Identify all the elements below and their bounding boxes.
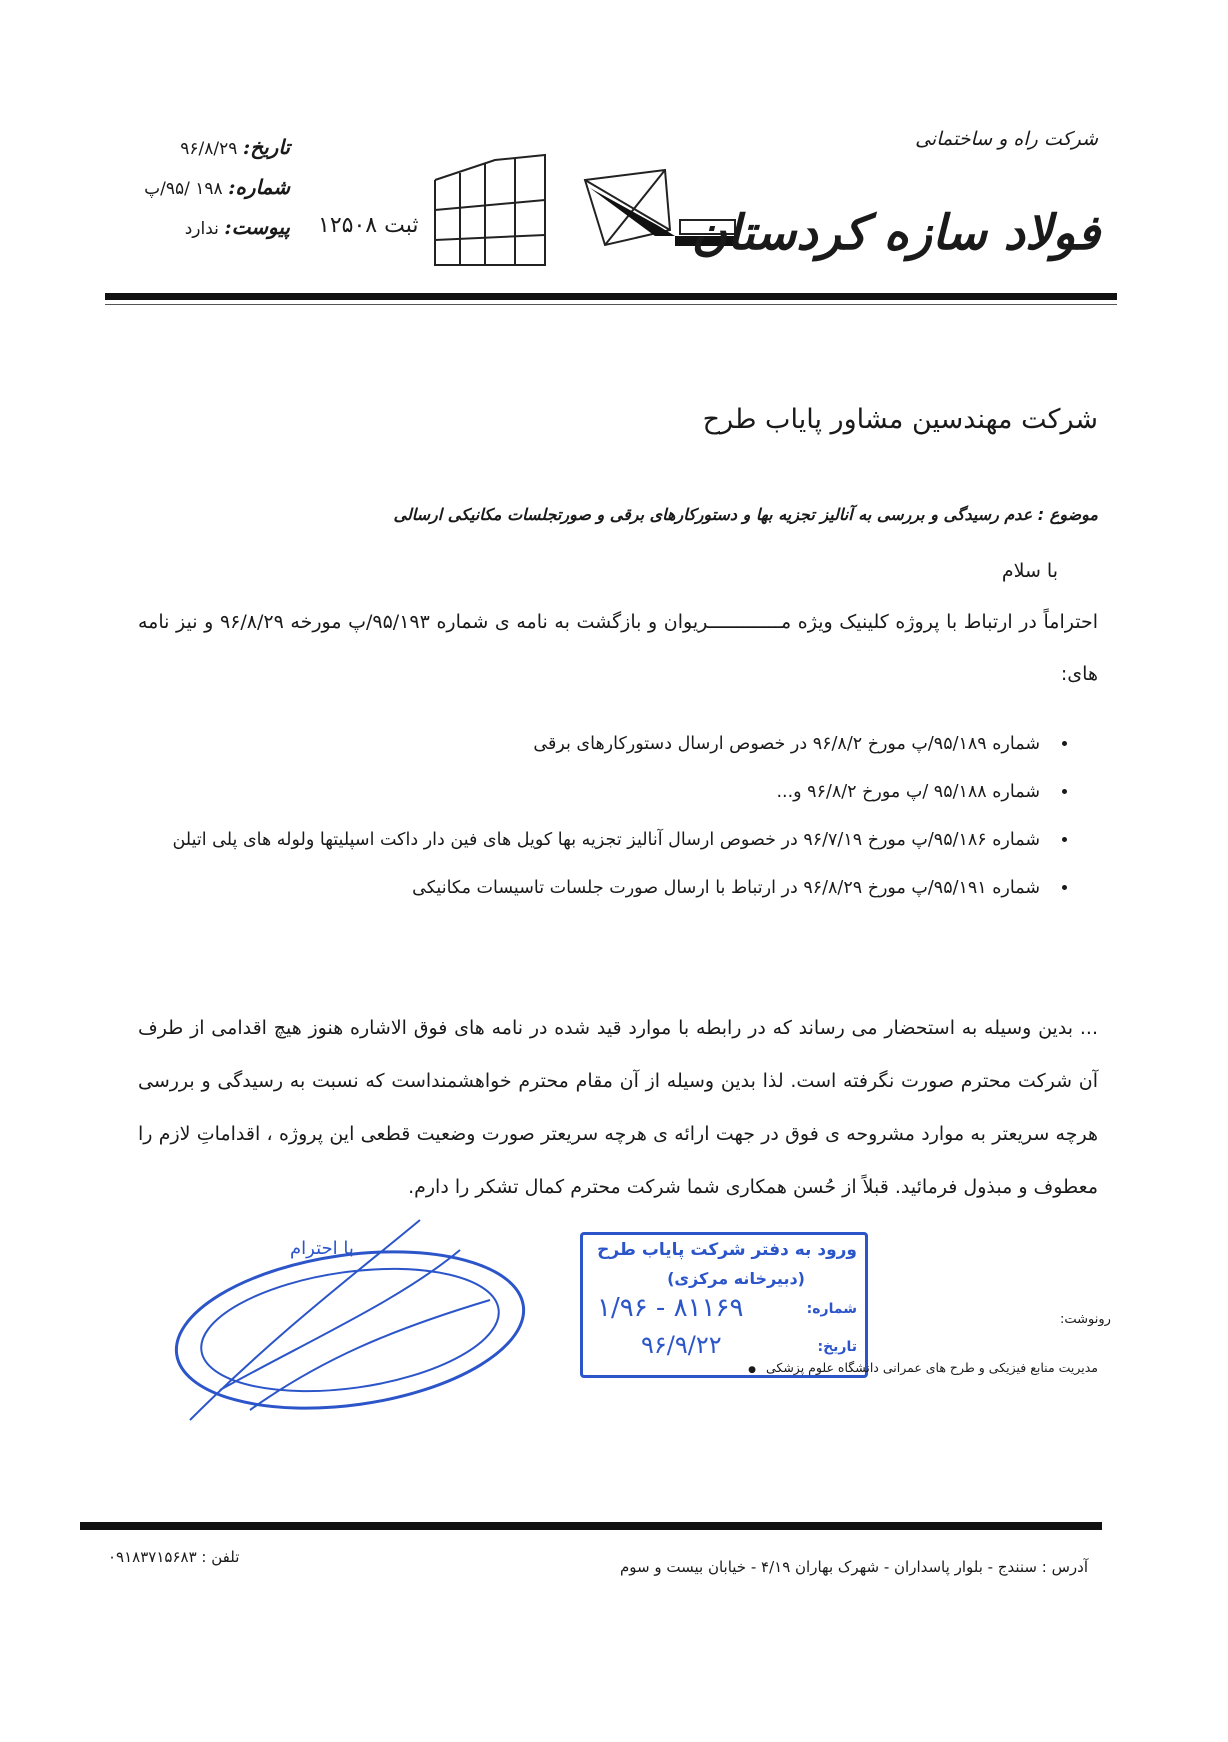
registration-number: ثبت ۱۲۵۰۸ xyxy=(318,213,419,238)
stamp-subtitle: (دبیرخانه مرکزی) xyxy=(667,1269,805,1288)
stamp-date-label: تاریخ: xyxy=(817,1339,857,1355)
header-divider xyxy=(105,293,1117,300)
referenced-letters-list xyxy=(110,720,1078,912)
greeting: با سلام xyxy=(1001,560,1058,582)
stamp-number-value: ۸۱۱۶۹ - ۱/۹۶ xyxy=(597,1293,744,1323)
recipient: شرکت مهندسین مشاور پایاب طرح xyxy=(702,404,1098,435)
intro-paragraph: احتراماً در ارتباط با پروژه کلینیک ویژه مـــــــــــــریوان و بازگشت به نامه ی شماره ۹۵/۱۹۳/پ مورخه ۹۶/۸/۲۹ و نیز نامه های: xyxy=(138,611,1098,685)
letter-meta xyxy=(120,128,290,248)
number-row: شماره: ۱۹۸ /۹۵/پ xyxy=(144,175,290,199)
list-item: • شماره ۹۵/۱۹۱/پ مورخ ۹۶/۸/۲۹ در ارتباط با ارسال صورت جلسات تاسیسات مکانیکی xyxy=(110,864,1050,912)
company-name: فولاد سازه کردستان xyxy=(691,205,1100,261)
company-subtitle: شرکت راه و ساختمانی xyxy=(915,128,1098,150)
date-value: ۹۶/۸/۲۹ xyxy=(180,139,238,159)
receipt-stamp xyxy=(580,1232,868,1378)
stamp-date-value: ۹۶/۹/۲۲ xyxy=(641,1331,722,1359)
closing: با احترام xyxy=(290,1238,354,1259)
address: آدرس : سنندج - بلوار پاسداران - شهرک بهاران ۴/۱۹ - خیابان بیست و سوم xyxy=(619,1558,1088,1576)
stamp-number-label: شماره: xyxy=(806,1301,857,1317)
header-divider-thin xyxy=(105,304,1117,305)
cc-recipient: مدیریت منابع فیزیکی و طرح های عمرانی دانشگاه علوم پزشکی ● xyxy=(748,1360,1098,1375)
attachment-row: پیوست: ندارد xyxy=(184,215,290,239)
cc-label: رونوشت: xyxy=(1060,1312,1111,1327)
stamp-title: ورود به دفتر شرکت پایاب طرح xyxy=(597,1240,857,1260)
phone-label: تلفن : xyxy=(201,1548,240,1566)
list-item: • شماره ۹۵/۱۸۹/پ مورخ ۹۶/۸/۲ در خصوص ارسال دستورکارهای برقی xyxy=(110,720,1050,768)
date-row: تاریخ: ۹۶/۸/۲۹ xyxy=(180,135,290,159)
body-paragraph: ... بدین وسیله به استحضار می رساند که در رابطه با موارد قید شده در نامه های فوق الاشاره هنوز هیچ اقدامی از طرف آن شرکت محترم صورت نگرفته است. لذا بدین وسیله از آن مقام محترم خواهشمنداست که نسبت به رسیدگی و بررسی هرچه سریعتر به موارد مشروحه ی فوق در جهت ارائه ی هرچه سریعتر صورت وضعیت قطعی این پروژه ، اقداماتِ لازم را معطوف و مبذول فرمائید. قبلاً از حُسن همکاری شما شرکت محترم کمال تشکر را دارم. xyxy=(138,1017,1098,1198)
subject-line: موضوع : عدم رسیدگی و بررسی به آنالیز تجزیه بها و دستورکارهای برقی و صورتجلسات مکانیکی ارسالی xyxy=(393,505,1098,524)
attachment-value: ندارد xyxy=(184,219,219,239)
number-value: ۱۹۸ /۹۵/پ xyxy=(144,179,223,199)
phone-value: ۰۹۱۸۳۷۱۵۶۸۳ xyxy=(108,1548,197,1566)
list-item: • شماره ۹۵/۱۸۸ /پ مورخ ۹۶/۸/۲ و... xyxy=(110,768,1050,816)
footer-divider xyxy=(80,1522,1102,1530)
phone-line xyxy=(108,1548,239,1566)
list-item: • شماره ۹۵/۱۸۶/پ مورخ ۹۶/۷/۱۹ در خصوص ارسال آنالیز تجزیه بها کویل های فین دار داکت اسپلیتها ولوله های پلی اتیلن xyxy=(110,816,1050,864)
